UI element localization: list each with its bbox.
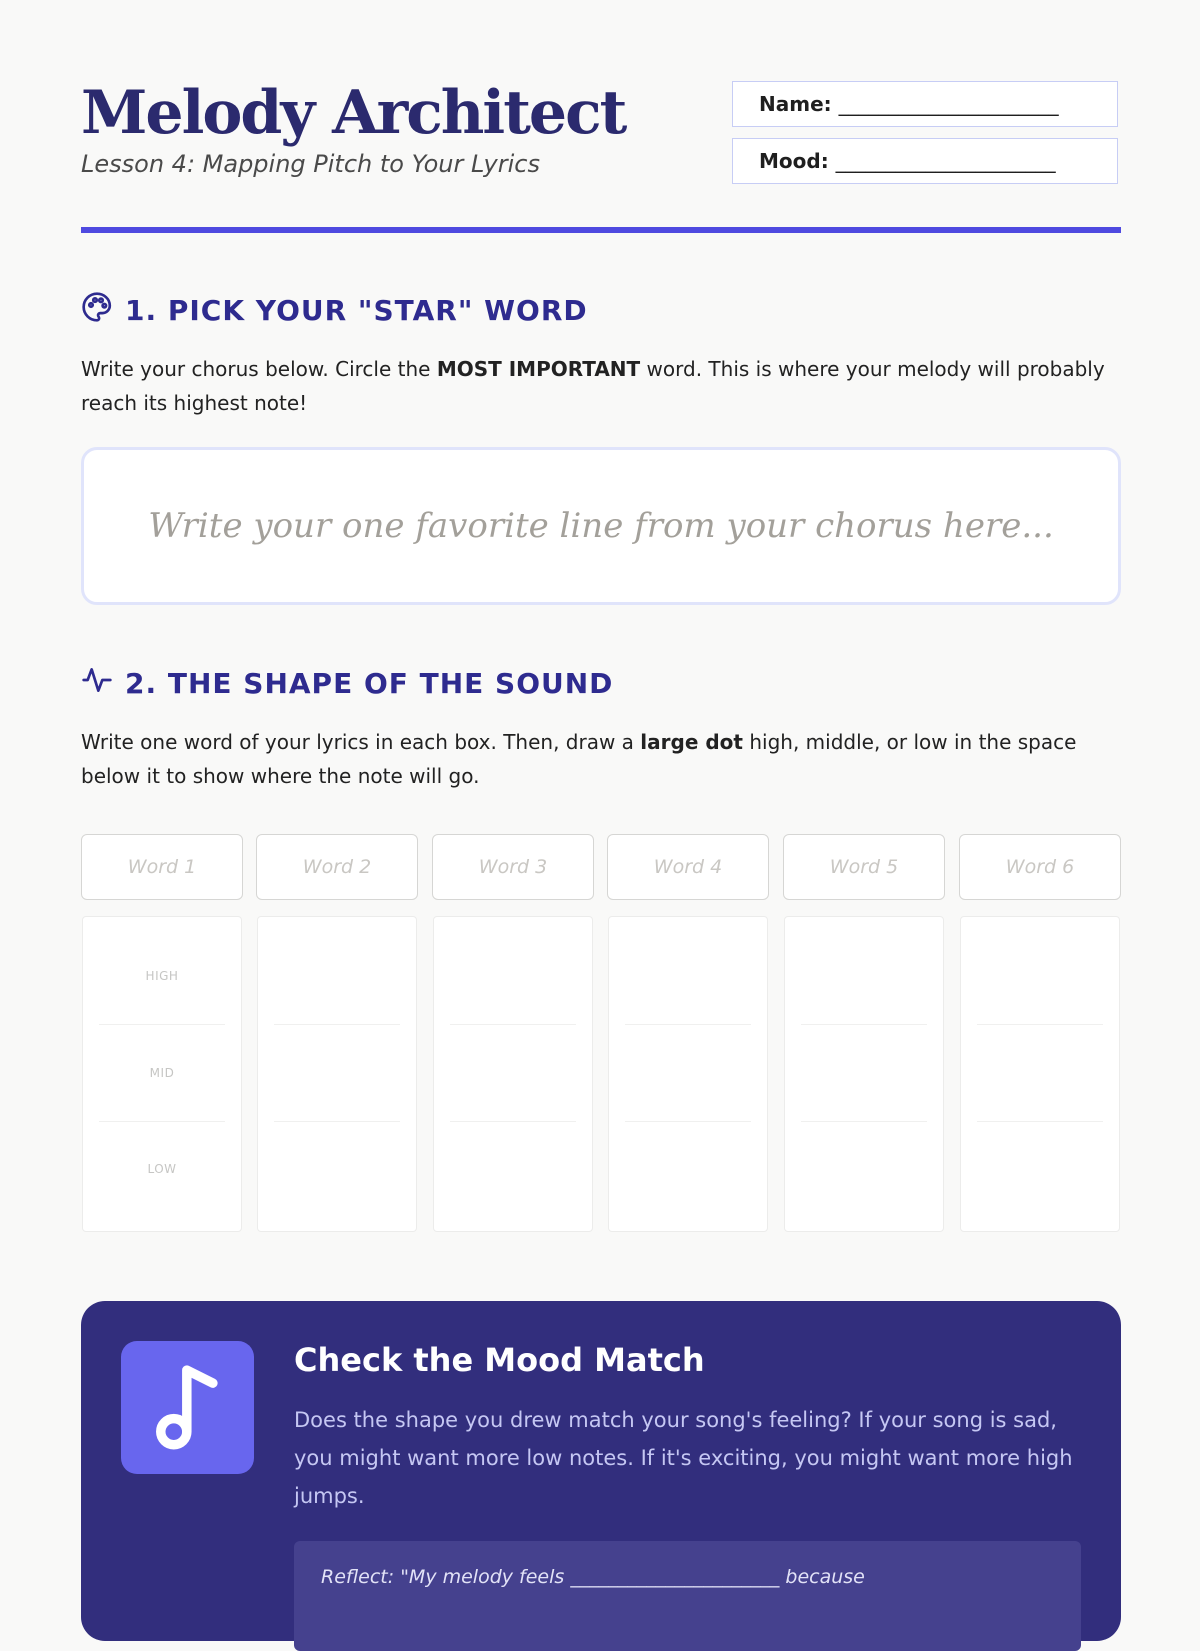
word-box-4[interactable]: Word 4	[607, 834, 769, 900]
page-title: Melody Architect	[81, 78, 626, 148]
pitch-divider	[99, 1024, 225, 1025]
mood-field[interactable]	[732, 138, 1118, 184]
music-note-icon	[121, 1341, 254, 1474]
mood-label: Mood:	[759, 149, 829, 173]
word-box-2[interactable]: Word 2	[256, 834, 418, 900]
name-blank: ______________________	[838, 92, 1059, 116]
section-2-heading	[81, 663, 613, 703]
pitch-divider	[801, 1121, 927, 1122]
instr-text: word. This is where your melody will probably reach its highest note!	[81, 357, 1105, 415]
instr-text: high, middle, or low in the space below it to show where the note will go.	[81, 730, 1077, 788]
word-box-1[interactable]: Word 1	[81, 834, 243, 900]
pitch-divider	[274, 1121, 400, 1122]
pitch-column-6[interactable]	[960, 916, 1120, 1232]
mood-match-card	[81, 1301, 1121, 1641]
pitch-divider	[977, 1024, 1103, 1025]
chorus-line-box[interactable]	[81, 447, 1121, 605]
pitch-divider	[801, 1024, 927, 1025]
instr-text: Write one word of your lyrics in each box. Then, draw a	[81, 730, 641, 754]
pitch-column-5[interactable]	[784, 916, 944, 1232]
pitch-column-1[interactable]	[82, 916, 242, 1232]
pitch-column-2[interactable]	[257, 916, 417, 1232]
section-1-title: 1. PICK YOUR "STAR" WORD	[125, 293, 588, 327]
pitch-column-4[interactable]	[608, 916, 768, 1232]
pitch-divider	[274, 1024, 400, 1025]
reflect-box[interactable]	[294, 1541, 1081, 1651]
reflect-prompt: Reflect: "My melody feels ______________________ because	[321, 1566, 865, 1588]
instr-emphasis: large dot	[640, 730, 743, 754]
waveform-icon	[81, 664, 113, 703]
section-2-title: 2. THE SHAPE OF THE SOUND	[125, 666, 614, 700]
pitch-divider	[450, 1121, 576, 1122]
header-divider	[81, 227, 1121, 233]
word-box-6[interactable]: Word 6	[959, 834, 1121, 900]
palette-icon	[81, 291, 113, 330]
mood-card-title: Check the Mood Match	[294, 1341, 705, 1379]
pitch-label-high: HIGH	[145, 969, 179, 983]
pitch-divider	[99, 1121, 225, 1122]
name-label: Name:	[759, 92, 832, 116]
pitch-column-3[interactable]	[433, 916, 593, 1232]
mood-blank: ______________________	[835, 149, 1056, 173]
page-subtitle: Lesson 4: Mapping Pitch to Your Lyrics	[81, 150, 540, 178]
pitch-divider	[450, 1024, 576, 1025]
pitch-divider	[977, 1121, 1103, 1122]
word-box-5[interactable]: Word 5	[783, 834, 945, 900]
instr-text: Write your chorus below. Circle the	[81, 357, 437, 381]
name-field[interactable]	[732, 81, 1118, 127]
pitch-divider	[625, 1024, 751, 1025]
section-1-heading	[81, 290, 588, 330]
mood-card-body: Does the shape you drew match your song's feeling? If your song is sad, you might want more low notes. If it's exciting, you might want more high jumps.	[294, 1408, 1073, 1508]
pitch-label-low: LOW	[147, 1162, 177, 1176]
section-2-instructions	[81, 725, 1121, 793]
pitch-label-mid: MID	[149, 1066, 175, 1080]
chorus-placeholder: Write your one favorite line from your chorus here...	[148, 506, 1054, 546]
instr-emphasis: MOST IMPORTANT	[436, 357, 641, 381]
word-box-3[interactable]: Word 3	[432, 834, 594, 900]
section-1-instructions	[81, 352, 1121, 420]
pitch-divider	[625, 1121, 751, 1122]
